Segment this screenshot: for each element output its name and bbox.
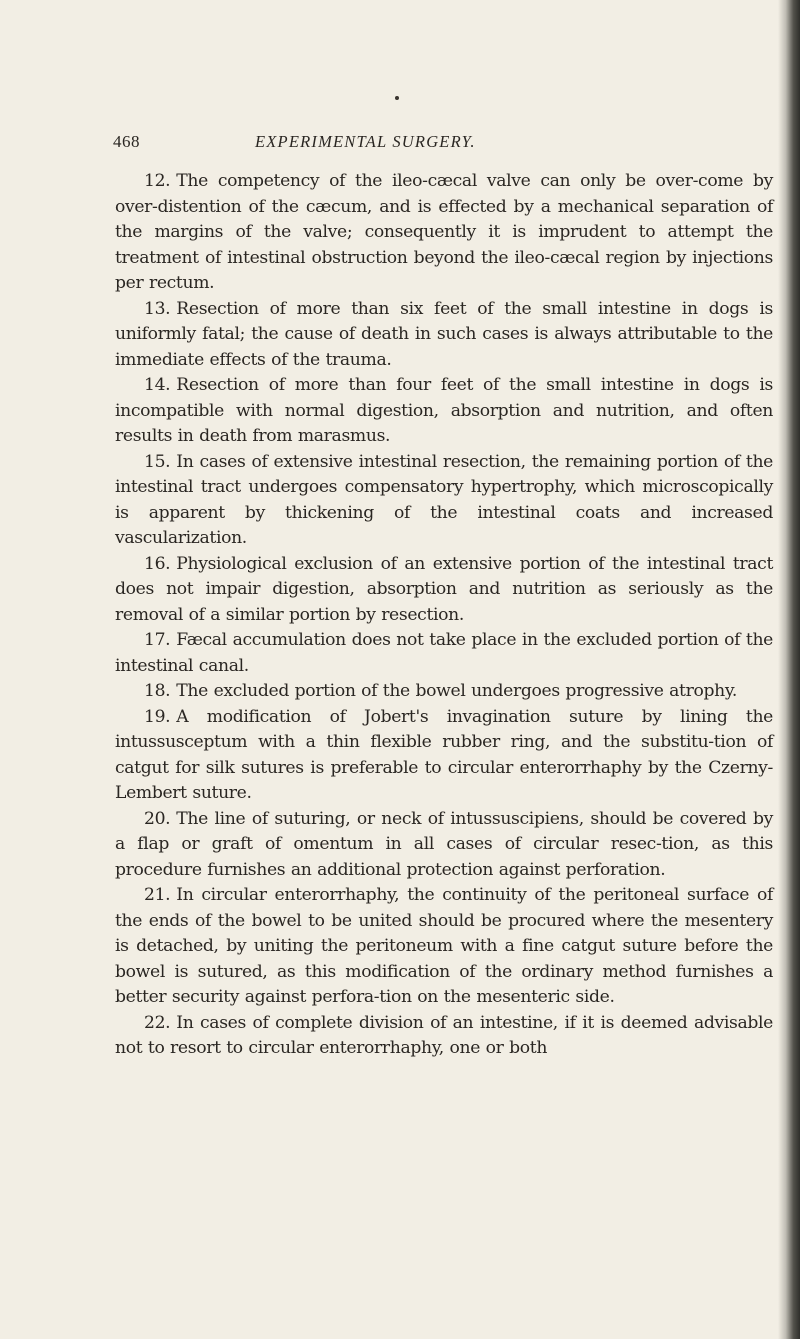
paragraph-number: 14. xyxy=(144,375,171,395)
paragraph-number: 18. xyxy=(144,681,171,701)
ink-speck xyxy=(395,96,399,100)
paragraph-20 xyxy=(115,807,773,884)
paragraph-text: Fæcal accumulation does not take place in the excluded portion of the intestinal canal. xyxy=(115,630,773,676)
paragraph-number: 12. xyxy=(144,171,171,191)
paragraph-14 xyxy=(115,373,773,450)
paragraph-text: A modification of Jobert's invagination suture by lining the intussusceptum with a thin flexible rubber ring, and the substitu-tion of catgut for silk sutures is preferable to circular enterorrhaphy by the Czerny-Lembert suture. xyxy=(115,706,773,803)
paragraph-17 xyxy=(115,628,773,679)
paragraph-text: The competency of the ileo-cæcal valve can only be over-come by over-distention of the cæcum, and is effected by a mechanical separation of the margins of the valve; consequently it is imprudent to attempt the treatment of intestinal obstruction beyond the ileo-cæcal region by injections per rectum. xyxy=(115,171,773,293)
page-header xyxy=(113,132,773,156)
paragraph-22 xyxy=(115,1011,773,1062)
paragraph-18 xyxy=(115,679,773,705)
paragraph-12 xyxy=(115,169,773,297)
paragraph-text: The line of suturing, or neck of intussuscipiens, should be covered by a flap or graft of omentum in all cases of circular resec-tion, as this procedure furnishes an additional protection against perforation. xyxy=(115,808,773,880)
paragraph-number: 20. xyxy=(144,808,171,829)
paragraph-text: Resection of more than four feet of the small intestine in dogs is incompatible with normal digestion, absorption and nutrition, and often results in death from marasmus. xyxy=(115,375,773,446)
paragraph-number: 19. xyxy=(144,706,171,727)
paragraph-number: 17. xyxy=(144,630,171,650)
running-title: EXPERIMENTAL SURGERY. xyxy=(255,132,476,151)
body-text xyxy=(115,169,773,1062)
paragraph-number: 15. xyxy=(144,451,171,472)
paragraph-text: Physiological exclusion of an extensive portion of the intestinal tract does not impair digestion, absorption and nutrition as seriously as the removal of a similar portion by resection. xyxy=(115,553,773,625)
paragraph-number: 16. xyxy=(144,553,171,574)
paragraph-19 xyxy=(115,705,773,807)
paragraph-15 xyxy=(115,450,773,552)
paragraph-16 xyxy=(115,552,773,629)
paragraph-number: 21. xyxy=(144,885,171,905)
paragraph-number: 13. xyxy=(144,298,171,319)
page-edge-shadow xyxy=(778,0,800,1339)
paragraph-number: 22. xyxy=(144,1012,171,1033)
paragraph-21 xyxy=(115,883,773,1011)
paragraph-text: The excluded portion of the bowel undergoes progressive atrophy. xyxy=(176,681,738,701)
paragraph-13 xyxy=(115,297,773,374)
paragraph-text: Resection of more than six feet of the small intestine in dogs is uniformly fatal; the cause of death in such cases is always attributable to the immediate effects of the trauma. xyxy=(115,298,773,370)
page-number: 468 xyxy=(113,132,140,151)
paragraph-text: In circular enterorrhaphy, the continuity of the peritoneal surface of the ends of the bowel to be united should be procured where the mesentery is detached, by uniting the peritoneum with a fine catgut suture before the bowel is sutured, as this modification of the ordinary method furnishes a better security against perfora-tion on the mesenteric side. xyxy=(115,885,773,1007)
paragraph-text: In cases of complete division of an intestine, if it is deemed advisable not to resort to circular enterorrhaphy, one or both xyxy=(115,1012,773,1058)
paragraph-text: In cases of extensive intestinal resection, the remaining portion of the intestinal tract undergoes compensatory hypertrophy, which microscopically is apparent by thickening of the intestinal coats and increased vascularization. xyxy=(115,451,773,548)
